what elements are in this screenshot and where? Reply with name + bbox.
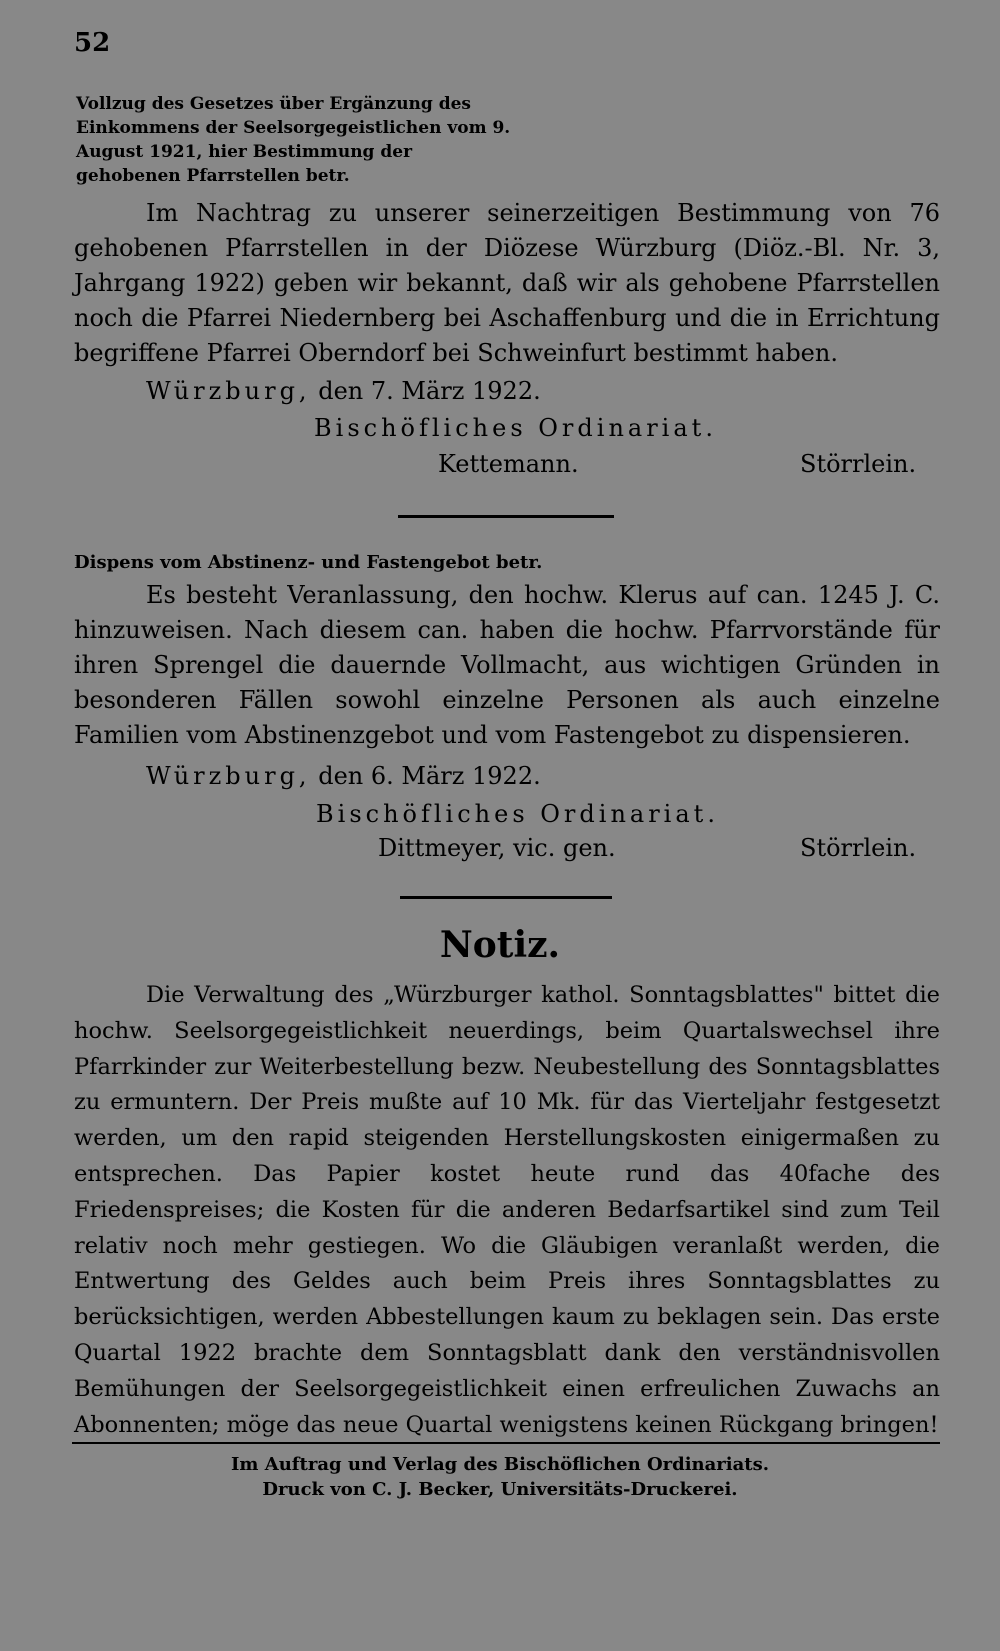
decree2-date: den 6. März 1922.: [318, 762, 541, 790]
separator-rule-1: [398, 515, 614, 518]
decree2-body: [74, 578, 940, 753]
footer-rule: [72, 1442, 940, 1444]
notice-title: Notiz.: [439, 924, 561, 966]
decree1-signer-right: Störrlein.: [800, 450, 917, 478]
page-number: 52: [74, 28, 111, 58]
decree2-place: Würzburg,: [146, 762, 311, 790]
decree1-dateline: [146, 374, 541, 409]
decree1-heading: Vollzug des Gesetzes über Ergänzung des Einkommens der Seelsorgegeistlichen vom 9. August 1921, hier Bestimmung der gehobenen Pfarrstellen betr.: [76, 94, 511, 186]
decree2-signer-right: Störrlein.: [800, 834, 917, 862]
footer-printer: Druck von C. J. Becker, Universitäts-Druckerei.: [262, 1479, 738, 1500]
decree1-body-text: Im Nachtrag zu unserer seinerzeitigen Bestimmung von 76 gehobenen Pfarrstellen in der Diözese Würzburg (Diöz.-Bl. Nr. 3, Jahrgang 1922) geben wir bekannt, daß wir als gehobene Pfarrstellen noch die Pfarrei Niedernberg bei Aschaffenburg und die in Errichtung begriffene Pfarrei Oberndorf bei Schweinfurt bestimmt haben.: [74, 199, 940, 367]
decree2-dateline: [146, 759, 541, 794]
decree2-signer-left: Dittmeyer, vic. gen.: [378, 834, 616, 862]
notice-body-text: Die Verwaltung des „Würzburger kathol. Sonntagsblattes" bittet die hochw. Seelsorgegeistlichkeit neuerdings, beim Quartalswechsel ihre Pfarrkinder zur Weiterbestellung bezw. Neubestellung des Sonntagsblattes zu ermuntern. Der Preis mußte auf 10 Mk. für das Vierteljahr festgesetzt werden, um den rapid steigenden Herstellungskosten einigermaßen zu entsprechen. Das Papier kostet heute rund das 40fache des Friedenspreises; die Kosten für die anderen Bedarfsartikel sind zum Teil relativ noch mehr gestiegen. Wo die Gläubigen veranlaßt werden, die Entwertung des Geldes auch beim Preis ihres Sonntagsblattes zu berücksichtigen, werden Abbestellungen kaum zu beklagen sein. Das erste Quartal 1922 brachte dem Sonntagsblatt dank den verständnisvollen Bemühungen der Seelsorgegeistlichkeit einen erfreulichen Zuwachs an Abonnenten; möge das neue Quartal wenigstens keinen Rückgang bringen!: [74, 982, 940, 1438]
decree2-office: Bischöfliches Ordinariat.: [316, 800, 719, 828]
decree1-date: den 7. März 1922.: [318, 377, 541, 405]
decree2-heading: Dispens vom Abstinenz- und Fastengebot betr.: [74, 552, 543, 573]
separator-rule-2: [400, 896, 612, 899]
decree2-body-text: Es besteht Veranlassung, den hochw. Klerus auf can. 1245 J. C. hinzuweisen. Nach diesem can. haben die hochw. Pfarrvorstände für ihren Sprengel die dauernde Vollmacht, aus wichtigen Gründen in besonderen Fällen sowohl einzelne Personen als auch einzelne Familien vom Abstinenzgebot und vom Fastengebot zu dispensieren.: [74, 581, 940, 749]
decree1-office: Bischöfliches Ordinariat.: [314, 414, 717, 442]
decree1-body: [74, 196, 940, 371]
decree1-place: Würzburg,: [146, 377, 311, 405]
notice-body: [74, 978, 940, 1443]
footer-publisher: Im Auftrag und Verlag des Bischöflichen Ordinariats.: [231, 1454, 769, 1475]
decree1-signer-left: Kettemann.: [438, 450, 579, 478]
